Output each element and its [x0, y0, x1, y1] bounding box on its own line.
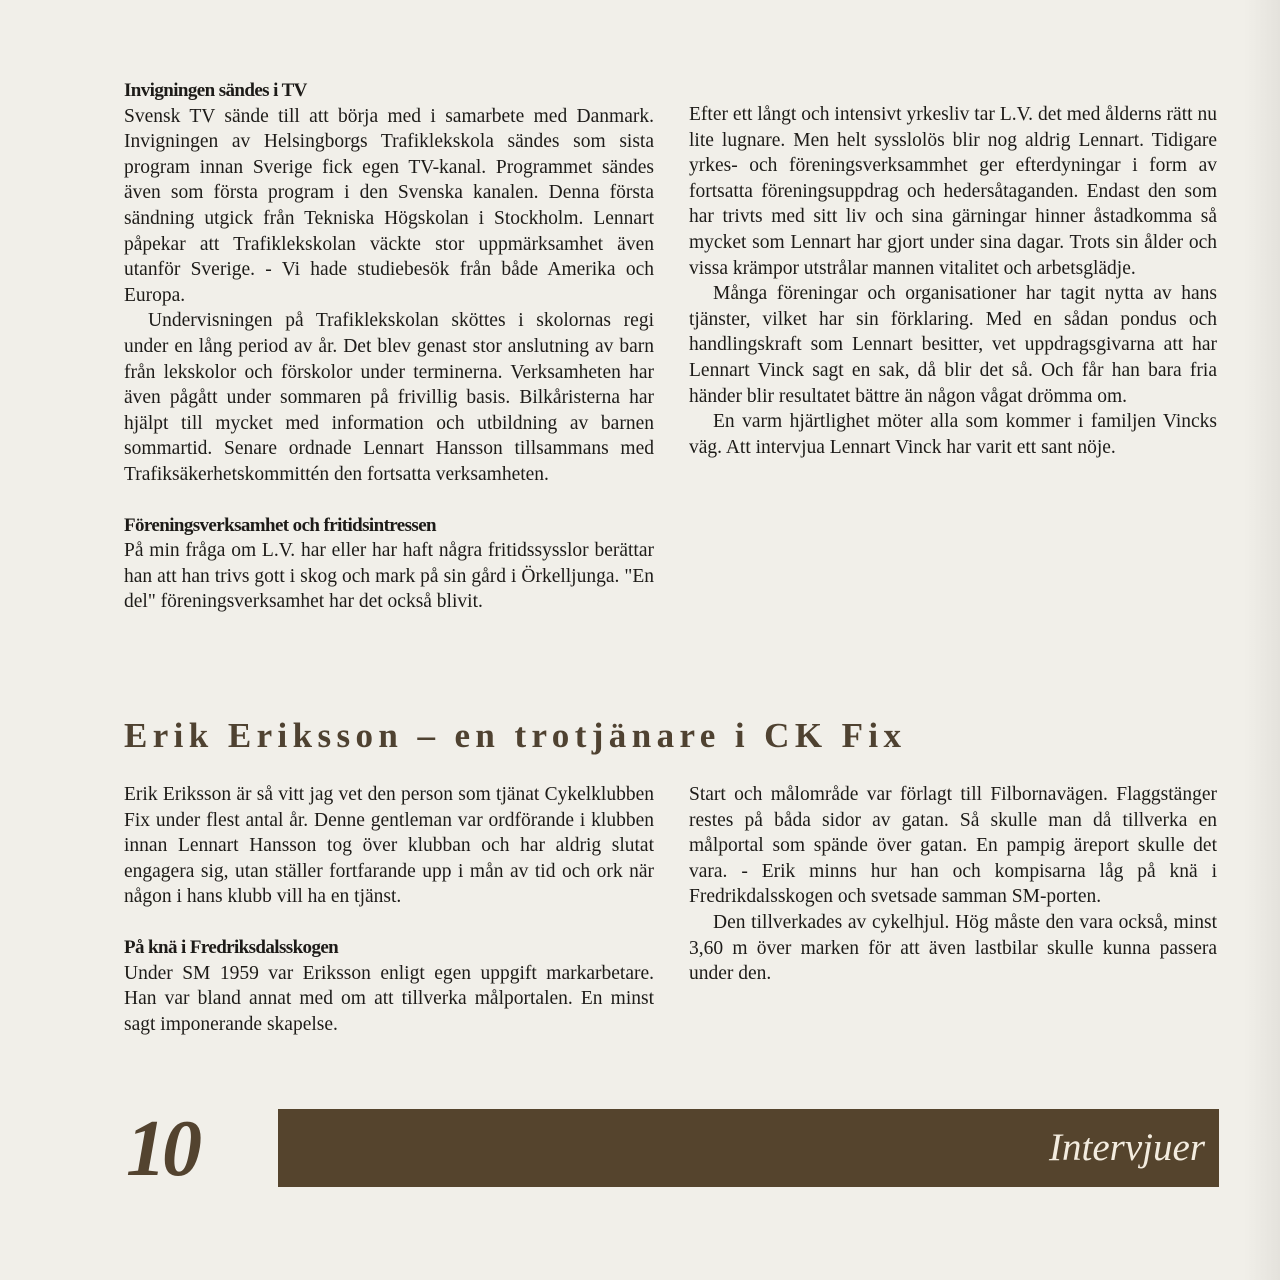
paragraph-finish-area: Start och målområde var förlagt till Filbornavägen. Flaggstänger restes på båda sidor av gatan. Så skulle man då tillverka en målportal som spände över gatan. En pampig äreport skulle det vara. - Erik minns hur han och kompisarna låg på knä i Fredrikdalsskogen och svetsade samman SM-porten.: [689, 784, 1217, 908]
top-left-column: [124, 78, 654, 615]
heading-leisure: Föreningsverksamhet och fritidsintressen: [124, 514, 437, 536]
top-right-column: [689, 102, 1217, 460]
paragraph-tv-broadcast: Svensk TV sände till att börja med i samarbete med Danmark. Invigningen av Helsingborgs Trafiklekskola sändes som sista program innan Sverige fick egen TV-kanal. Programmet sändes även som första program i den Svenska kanalen. Denna första sändning utgick från Tekniska Högskolan i Stockholm. Lennart påpekar att Trafiklekskolan väckte stor uppmärksamhet även utanför Sverige. - Vi hade studiebesök från både Amerika och Europa.: [124, 105, 654, 306]
bottom-left-column: [124, 782, 654, 1037]
page-edge-shadow: [1244, 0, 1280, 1280]
paragraph-retirement: Efter ett långt och intensivt yrkesliv tar L.V. det med ålderns rätt nu lite lugnare. Men helt sysslolös blir nog aldrig Lennart. Tidigare yrkes- och föreningsverksammhet ger efterdyningar i form av fortsatta föreningsuppdrag och hedersåtaganden. Endast den som har trivts med sitt liv och sina gärningar hinner åstadkomma så mycket som Lennart har gjort under sina dagar. Trots sin ålder och vissa krämpor utstrålar mannen vitalitet och arbetsglädje.: [689, 104, 1217, 279]
section-title: Erik Eriksson – en trotjänare i CK Fix: [124, 716, 907, 755]
page-number: 10: [126, 1105, 198, 1193]
paragraph-bicycle-wheels: Den tillverkades av cykelhjul. Hög måste den vara också, minst 3,60 m över marken för att även lastbilar skulle kunna passera under den.: [689, 911, 1217, 985]
paragraph-warmth: En varm hjärtlighet möter alla som kommer i familjen Vincks väg. Att intervjua Lennart Vinck har varit ett sant nöje.: [689, 411, 1217, 458]
heading-fredriksdal: På knä i Fredriksdalsskogen: [124, 936, 339, 958]
paragraph-organisations: Många föreningar och organisationer har tagit nytta av hans tjänster, vilket har sin förklaring. Med en sådan pondus och handlingskraft som Lennart besitter, vet uppdragsgivarna att har Lennart Vinck sagt en sak, då blir det så. Och får han bara fria händer blir resultatet bättre än någon vågat drömma om.: [689, 283, 1217, 407]
heading-tv-broadcast: Invigningen sändes i TV: [124, 80, 307, 101]
footer-band: [278, 1109, 1219, 1187]
paragraph-sm-1959: Under SM 1959 var Eriksson enligt egen uppgift markarbetare. Han var bland annat med om att tillverka målportalen. En minst sagt imponerande skapelse.: [124, 962, 654, 1035]
paragraph-teaching: Undervisningen på Trafiklekskolan sköttes i skolornas regi under en lång period av år. Det blev genast stor anslutning av barn från lekskolor och förskolor under terminerna. Verksamheten har även pågått under sommaren på frivillig basis. Bilkåristerna har hjälpt till mycket med information och utbildning av barnen sommartid. Senare ordnade Lennart Hansson tillsammans med Trafiksäkerhetskommittén den fortsatta verksamheten.: [124, 310, 654, 485]
bottom-right-column: [689, 782, 1217, 987]
paragraph-leisure: På min fråga om L.V. har eller har haft några fritidssysslor berättar han att han trivs gott i skog och mark på sin gård i Örkelljunga. "En del" föreningsverksamhet har det också blivit.: [124, 540, 654, 613]
paragraph-erik-intro: Erik Eriksson är så vitt jag vet den person som tjänat Cykelklubben Fix under flest antal år. Denne gentleman var ordförande i klubben innan Lennart Hansson tog över klubban och har aldrig slutat engagera sig, utan ställer fortfarande upp i mån av tid och ork när någon i hans klubb vill ha en tjänst.: [124, 784, 654, 908]
footer-section-label: Intervjuer: [1049, 1126, 1205, 1169]
